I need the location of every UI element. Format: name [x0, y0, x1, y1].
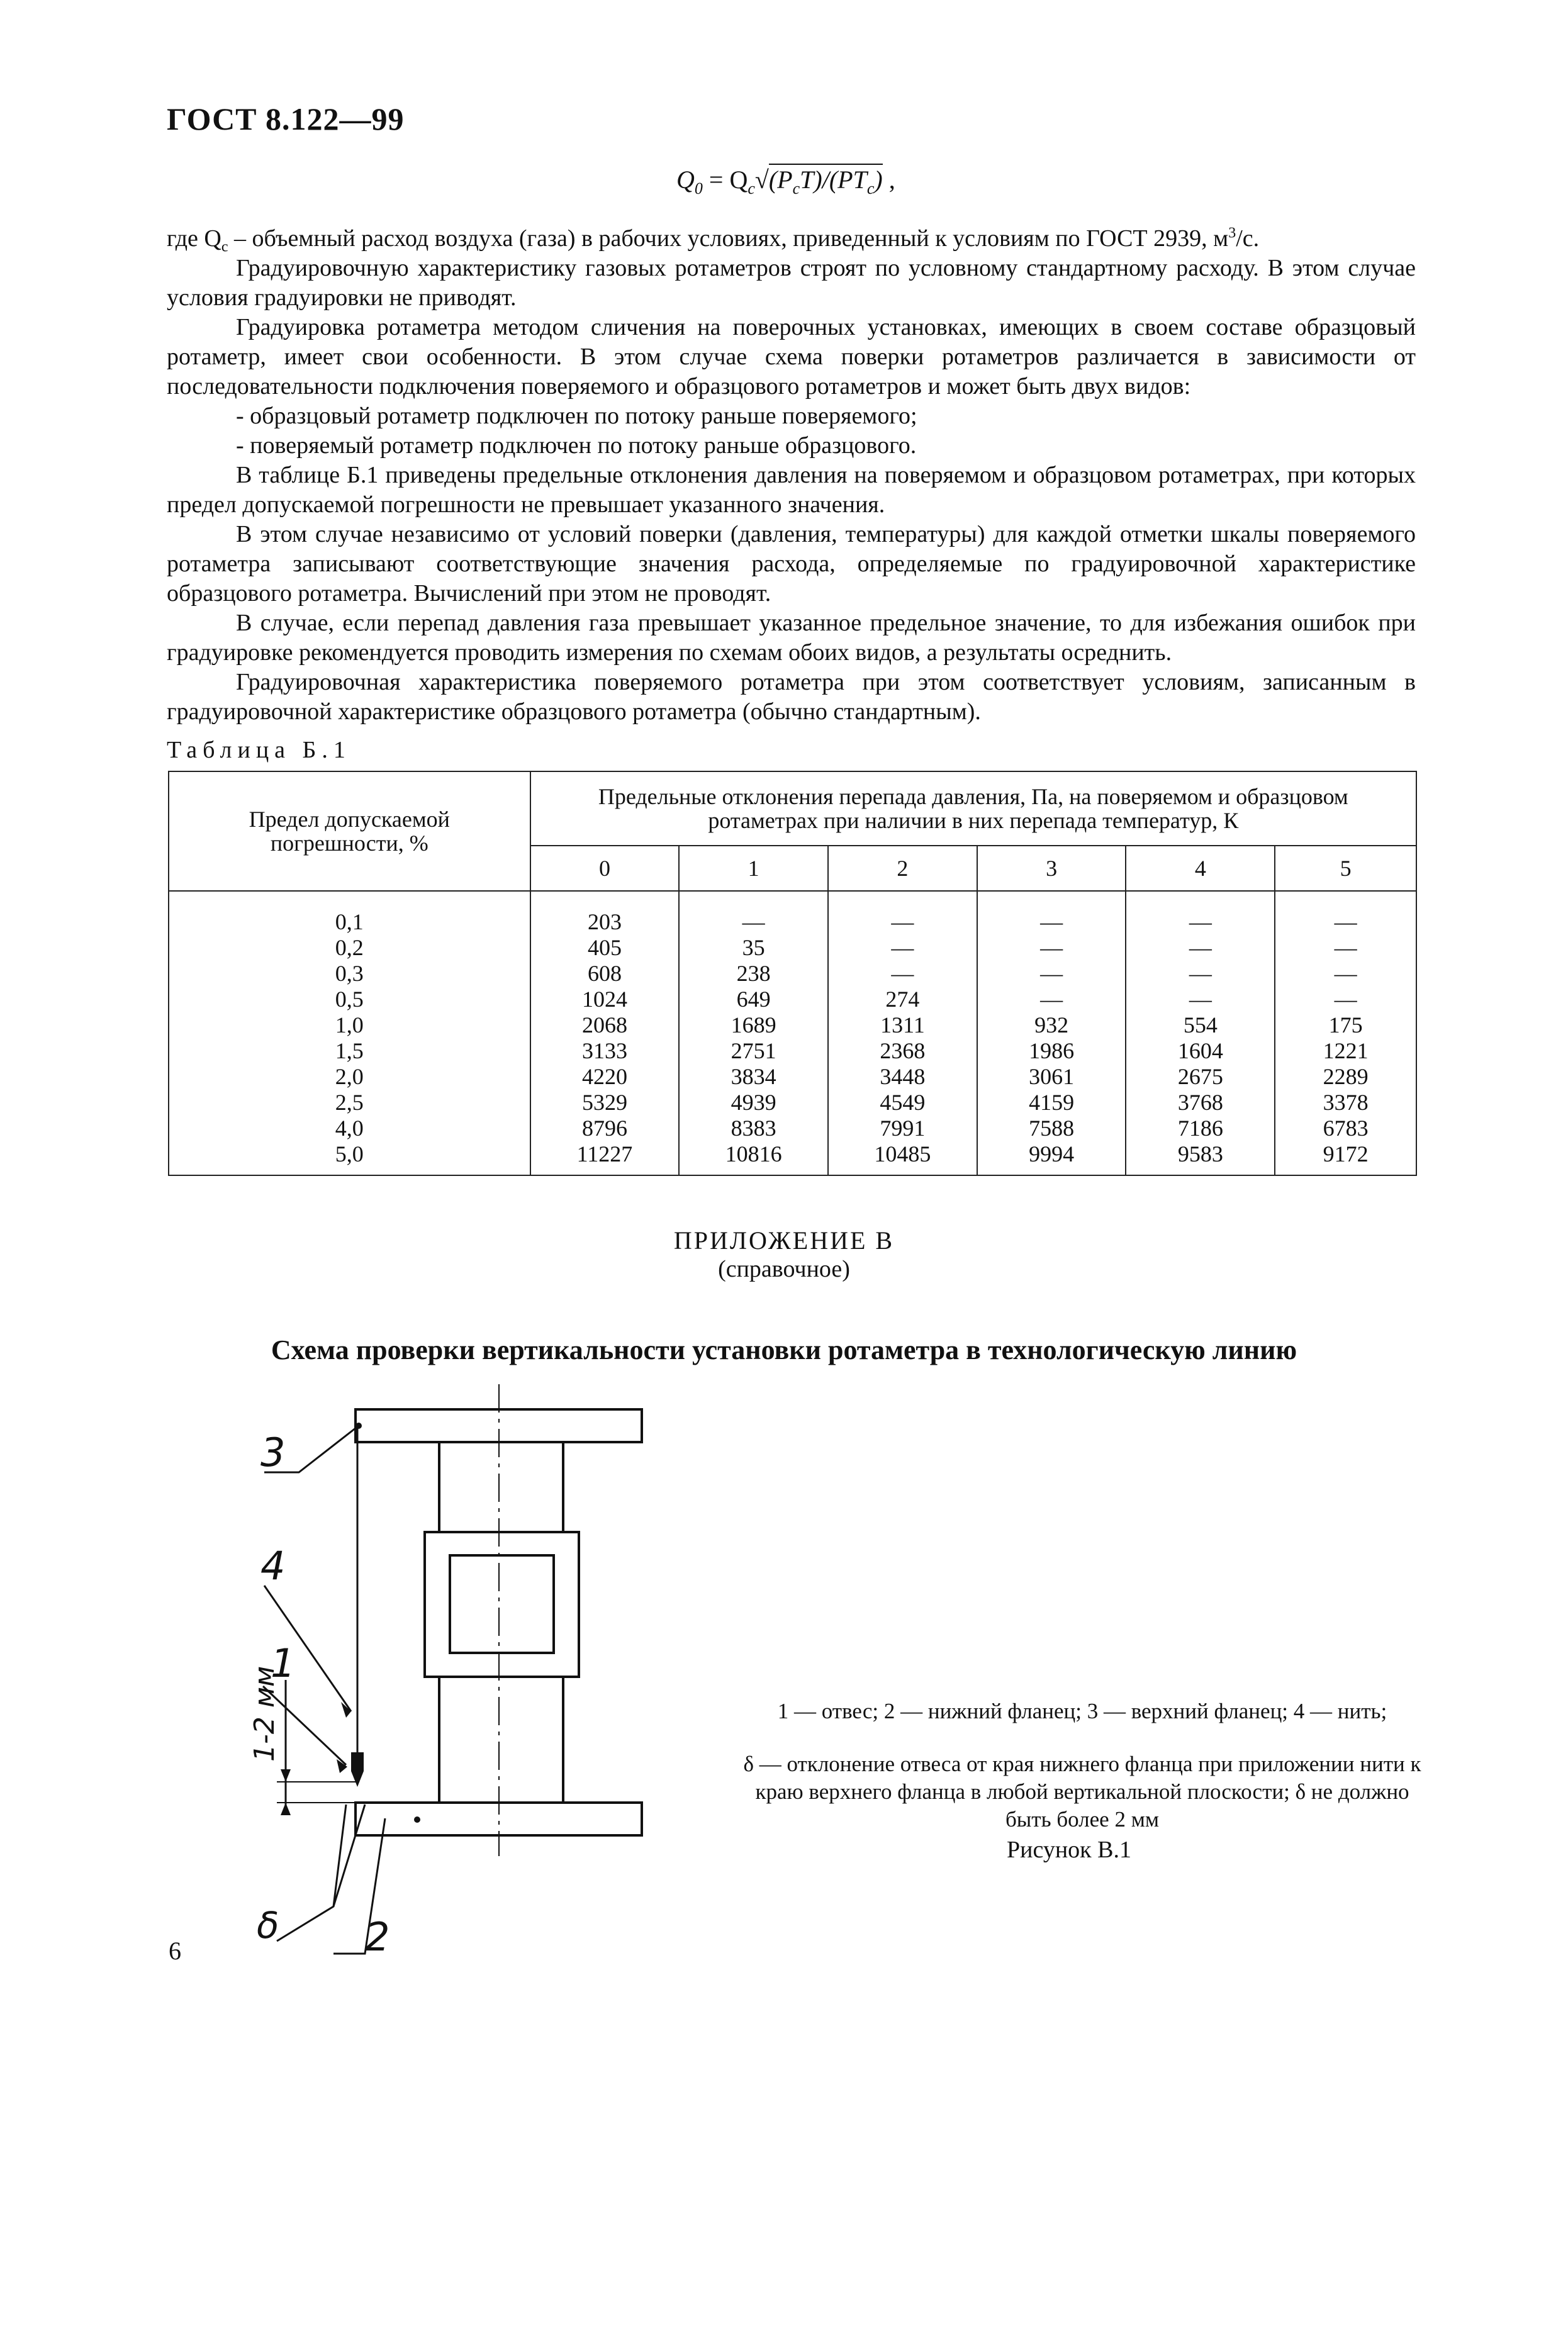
table-cell: 238 — [679, 961, 828, 987]
table-row — [169, 1012, 1416, 1038]
formula-part-e: ) — [874, 165, 883, 194]
formula-tail: , — [882, 165, 895, 194]
table-cell: 8796 — [530, 1116, 680, 1141]
col-header-tolerance: Предел допускаемой погрешности, % — [169, 771, 530, 891]
appendix-title: ПРИЛОЖЕНИЕ В — [673, 1226, 895, 1255]
table-cell: — — [1126, 895, 1275, 935]
table-cell: 1024 — [530, 987, 680, 1012]
table-cell: 4220 — [530, 1064, 680, 1090]
p1-sup: 3 — [1228, 225, 1236, 242]
table-cell: 4549 — [828, 1090, 977, 1116]
formula-radicand — [768, 164, 883, 198]
page-number: 6 — [169, 1937, 181, 1965]
list-item-2: - поверяемый ротаметр подключен по потоку раньше образцового. — [236, 432, 917, 459]
table-cell: 3378 — [1275, 1090, 1416, 1116]
paragraph-5: В этом случае независимо от условий поверки (давления, температуры) для каждой отметки шкалы поверяемого ротаметра записывают соответствующие значения расхода, определяемые по градуировочной характеристике образцового ротаметра. Вычислений при этом не проводят. — [167, 521, 1416, 607]
table-cell: — — [828, 935, 977, 961]
table-cell: 3768 — [1126, 1090, 1275, 1116]
table-row — [169, 1090, 1416, 1116]
formula-part-d: с — [866, 179, 875, 198]
legend-line-1: 1 — отвес; 2 — нижний фланец; 3 — верхний фланец; 4 — нить; — [777, 1699, 1387, 1723]
table-cell: — — [977, 961, 1126, 987]
table-cell: 0,1 — [169, 895, 530, 935]
paragraph-7: Градуировочная характеристика поверяемого ротаметра при этом соответствует условиям, записанным в градуировочной характеристике образцового ротаметра (обычно стандартным). — [167, 669, 1416, 725]
temp-header: 1 — [679, 846, 828, 891]
temp-header: 2 — [828, 846, 977, 891]
table-cell: 2068 — [530, 1012, 680, 1038]
table-cell: — — [828, 961, 977, 987]
legend-line-2: δ — отклонение отвеса от края нижнего фланца при приложении нити к краю верхнего фланца в любой вертикальной плоскости; δ не должно быть более 2 мм — [743, 1752, 1421, 1832]
table-cell: 1,0 — [169, 1012, 530, 1038]
label-2: 2 — [365, 1914, 390, 1960]
table-cell: — — [977, 935, 1126, 961]
rotameter-verticality-diagram — [239, 1384, 680, 2328]
temp-header: 0 — [530, 846, 680, 891]
temp-header: 5 — [1275, 846, 1416, 891]
table-cell: 4939 — [679, 1090, 828, 1116]
temp-header: 4 — [1126, 846, 1275, 891]
table-cell: 9172 — [1275, 1141, 1416, 1175]
table-header-row — [169, 771, 1416, 846]
leader-dot-3 — [356, 1423, 362, 1429]
p1-part-a: где Q — [167, 225, 221, 252]
list-item-1: - образцовый ротаметр подключен по потоку раньше поверяемого; — [236, 403, 917, 429]
table-cell: — — [977, 987, 1126, 1012]
table-cell: 203 — [530, 895, 680, 935]
table-cell: 8383 — [679, 1116, 828, 1141]
table-cell: 175 — [1275, 1012, 1416, 1038]
table-cell: 2751 — [679, 1038, 828, 1064]
table-cell: 0,5 — [169, 987, 530, 1012]
table-cell: 0,2 — [169, 935, 530, 961]
table-cell: 4159 — [977, 1090, 1126, 1116]
table-cell: 5329 — [530, 1090, 680, 1116]
table-cell: 1,5 — [169, 1038, 530, 1064]
appendix-subtitle: (справочное) — [718, 1256, 850, 1282]
label-delta: δ — [257, 1904, 279, 1947]
arrow-dim-top — [281, 1769, 291, 1782]
label-dimension: 1-2 мм — [249, 1665, 281, 1762]
figure-legend — [742, 1698, 1422, 1833]
table-cell: 3133 — [530, 1038, 680, 1064]
table-cell: 608 — [530, 961, 680, 987]
table-cell: 554 — [1126, 1012, 1275, 1038]
table-cell: 1689 — [679, 1012, 828, 1038]
leader-dot-2 — [414, 1816, 420, 1823]
formula-part-c: T)/(PT — [800, 165, 867, 194]
formula-eq: = Q — [702, 165, 748, 194]
table-cell: 274 — [828, 987, 977, 1012]
scheme-title: Схема проверки вертикальности установки ротаметра в технологическую линию — [271, 1335, 1297, 1365]
table-cell: — — [1126, 987, 1275, 1012]
table-row — [169, 935, 1416, 961]
table-cell: — — [1275, 935, 1416, 961]
table-cell: — — [1275, 895, 1416, 935]
paragraph-where — [167, 224, 1416, 254]
table-cell: 649 — [679, 987, 828, 1012]
table-cell: 1604 — [1126, 1038, 1275, 1064]
table-cell: — — [1126, 935, 1275, 961]
table-cell: — — [1126, 961, 1275, 987]
p1-part-b: – объемный расход воздуха (газа) в рабочих условиях, приведенный к условиям по ГОСТ 2939, м — [228, 225, 1229, 252]
table-cell: — — [1275, 961, 1416, 987]
col-header-group: Предельные отклонения перепада давления, Па, на поверяемом и образцовом ротаметрах при наличии в них перепада температур, К — [530, 771, 1416, 846]
table-cell: 2368 — [828, 1038, 977, 1064]
paragraph-2: Градуировочную характеристику газовых ротаметров строят по условному стандартному расходу. В этом случае условия градуировки не приводят. — [167, 255, 1416, 311]
label-4: 4 — [260, 1543, 286, 1589]
table-row — [169, 895, 1416, 935]
table-gap — [169, 891, 1416, 895]
formula-part-a: (P — [768, 165, 793, 194]
table-cell: 35 — [679, 935, 828, 961]
table-cell: 0,3 — [169, 961, 530, 987]
body-text — [167, 224, 1416, 727]
paragraph-3: Градуировка ротаметра методом сличения на поверочных установках, имеющих в своем составе образцовый ротаметр, имеет свои особенности. В этом случае схема поверки ротаметров различается в зависимости от последовательности подключения поверяемого и образцового ротаметров и может быть двух видов: — [167, 314, 1416, 400]
table-cell: 10485 — [828, 1141, 977, 1175]
table-cell: 5,0 — [169, 1141, 530, 1175]
table-cell: 3061 — [977, 1064, 1126, 1090]
label-1: 1 — [271, 1640, 296, 1686]
document-id: ГОСТ 8.122—99 — [167, 101, 405, 137]
formula-part-b: с — [792, 179, 800, 198]
table-cell: — — [828, 895, 977, 935]
table-cell: — — [977, 895, 1126, 935]
figure-caption: Рисунок В.1 — [1007, 1837, 1131, 1863]
table-row — [169, 987, 1416, 1012]
table-cell: 9994 — [977, 1141, 1126, 1175]
label-3: 3 — [260, 1430, 286, 1475]
table-cell: 405 — [530, 935, 680, 961]
leader-delta — [277, 1805, 365, 1941]
table-cell: 1311 — [828, 1012, 977, 1038]
arrow-dim-bottom — [281, 1803, 291, 1815]
table-cell: — — [679, 895, 828, 935]
table-cell: 932 — [977, 1012, 1126, 1038]
table-caption: Таблица Б.1 — [167, 737, 351, 763]
table-row — [169, 961, 1416, 987]
table-cell: 10816 — [679, 1141, 828, 1175]
paragraph-6: В случае, если перепад давления газа превышает указанное предельное значение, то для избежания ошибок при градуировке рекомендуется проводить измерения по схемам обоих видов, а результаты осреднить. — [167, 610, 1416, 666]
table-row — [169, 1141, 1416, 1175]
table-cell: 11227 — [530, 1141, 680, 1175]
table-cell: 7186 — [1126, 1116, 1275, 1141]
formula-root-sign: √ — [754, 165, 769, 194]
table-cell: 9583 — [1126, 1141, 1275, 1175]
table-cell: 7991 — [828, 1116, 977, 1141]
table-cell: 2,5 — [169, 1090, 530, 1116]
table-cell: 7588 — [977, 1116, 1126, 1141]
table-cell: 3834 — [679, 1064, 828, 1090]
p1-part-c: /с. — [1236, 225, 1260, 252]
table-cell: 2289 — [1275, 1064, 1416, 1090]
table-cell: 3448 — [828, 1064, 977, 1090]
limits-table — [168, 771, 1417, 1176]
formula — [676, 165, 895, 198]
table-row — [169, 1038, 1416, 1064]
table-row — [169, 1116, 1416, 1141]
table-row — [169, 1064, 1416, 1090]
formula-lhs-sub: 0 — [694, 179, 703, 198]
paragraph-4: В таблице Б.1 приведены предельные отклонения давления на поверяемом и образцовом ротаметрах, при которых предел допускаемой погрешности не превышает указанного значения. — [167, 462, 1416, 518]
p1-sub: с — [221, 238, 228, 255]
rotameter-body-outer — [425, 1532, 579, 1677]
table-cell: 2675 — [1126, 1064, 1275, 1090]
rotameter-body-inner — [450, 1555, 554, 1653]
table-cell: 1221 — [1275, 1038, 1416, 1064]
temp-header: 3 — [977, 846, 1126, 891]
formula-lhs: Q — [676, 165, 695, 194]
table-cell: — — [1275, 987, 1416, 1012]
table-cell: 1986 — [977, 1038, 1126, 1064]
table-cell: 2,0 — [169, 1064, 530, 1090]
table-cell: 6783 — [1275, 1116, 1416, 1141]
table-cell: 4,0 — [169, 1116, 530, 1141]
formula-rhs-sub: с — [748, 179, 755, 198]
